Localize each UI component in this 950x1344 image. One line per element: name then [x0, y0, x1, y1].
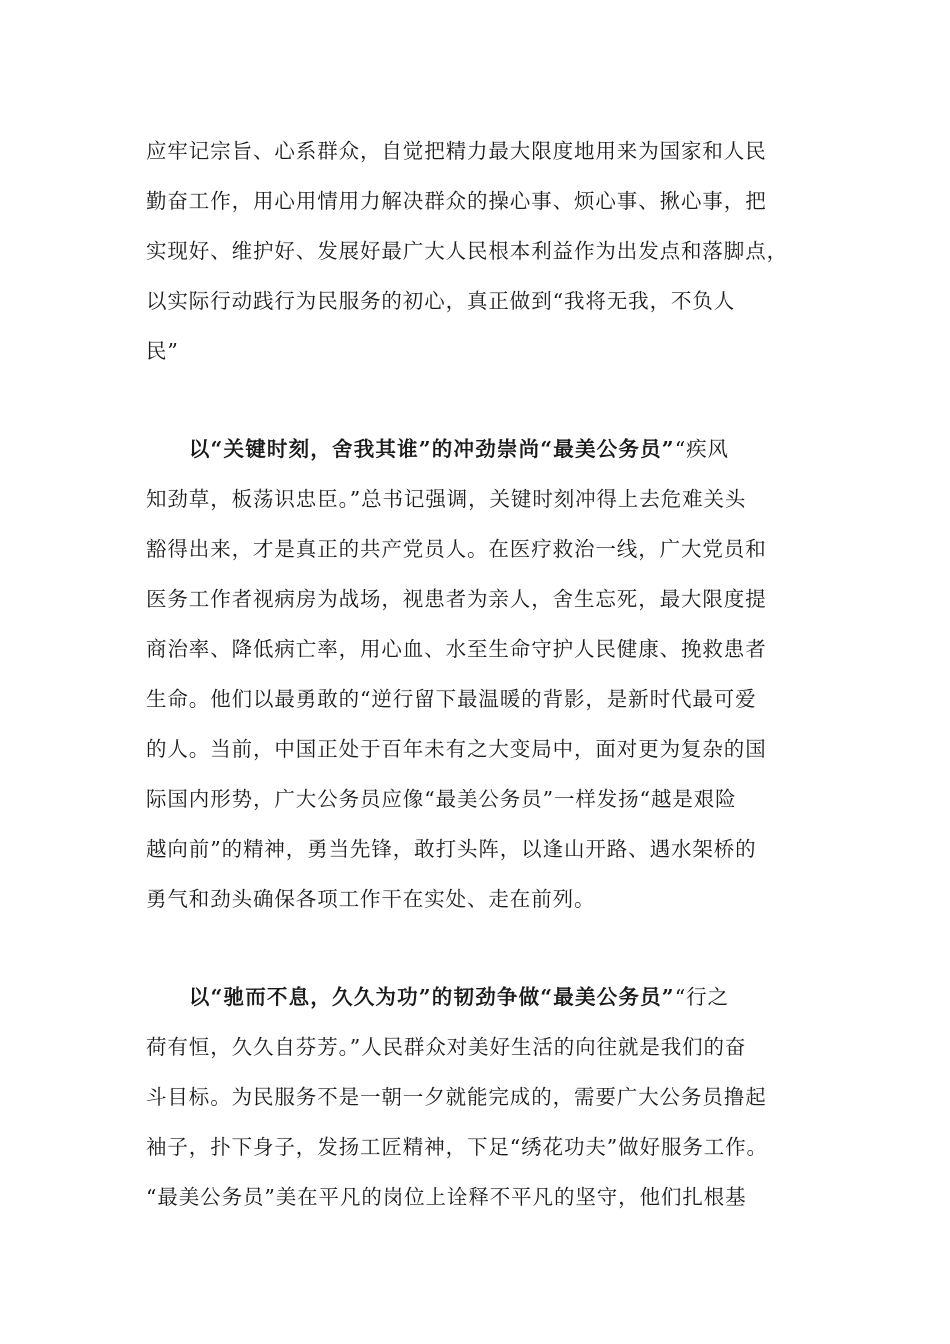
- paragraph-line: 勤奋工作，用心用情用力解决群众的操心事、烦心事、揪心事，把: [146, 189, 767, 213]
- paragraph-line: 知劲草，板荡识忠臣。”总书记强调，关键时刻冲得上去危难关头: [146, 487, 747, 511]
- section-heading: 以“关键时刻，舍我其谁”的冲劲崇尚“最美公务员”: [188, 437, 675, 461]
- section-heading: 以“驰而不息，久久为功”的韧劲争做“最美公务员”: [188, 985, 675, 1009]
- paragraph-line: 袖子，扑下身子，发扬工匠精神，下足“绣花功夫”做好服务工作。: [146, 1135, 768, 1159]
- paragraph-line-start: “疾风: [674, 437, 729, 461]
- paragraph-first-line: [146, 424, 826, 474]
- paragraph-line: 的人。当前，中国正处于百年未有之大变局中，面对更为复杂的国: [146, 737, 767, 761]
- paragraph-line: 勇气和劲头确保各项工作干在实处、走在前列。: [146, 887, 596, 911]
- paragraph-line: 实现好、维护好、发展好最广大人民根本利益作为出发点和落脚点，: [146, 239, 788, 263]
- paragraph-line: 荷有恒，久久自芬芳。”人民群众对美好生活的向往就是我们的奋: [146, 1035, 747, 1059]
- paragraph-line: “最美公务员”美在平凡的岗位上诠释不平凡的坚守，他们扎根基: [146, 1185, 747, 1209]
- paragraph-first-line: [146, 972, 826, 1022]
- paragraph-line: 商治率、降低病亡率，用心血、水至生命守护人民健康、挽救患者: [146, 637, 767, 661]
- paragraph-line: 豁得出来，才是真正的共产党员人。在医疗救治一线，广大党员和: [146, 537, 767, 561]
- paragraph-2: [146, 424, 826, 924]
- paragraph-line: 以实际行动践行为民服务的初心，真正做到“我将无我，不负人: [146, 289, 736, 313]
- paragraph-line: 生命。他们以最勇敢的“逆行留下最温暖的背影，是新时代最可爱: [146, 687, 757, 711]
- paragraph-line: 民”: [146, 339, 179, 363]
- paragraph-line: 斗目标。为民服务不是一朝一夕就能完成的，需要广大公务员撸起: [146, 1085, 767, 1109]
- paragraph-1: [146, 126, 826, 376]
- paragraph-line: 越向前”的精神，勇当先锋，敢打头阵，以逢山开路、遇水架桥的: [146, 837, 757, 861]
- paragraph-line: 应牢记宗旨、心系群众，自觉把精力最大限度地用来为国家和人民: [146, 139, 767, 163]
- paragraph-line: 医务工作者视病房为战场，视患者为亲人，舍生忘死，最大限度提: [146, 587, 767, 611]
- paragraph-line: 际国内形势，广大公务员应像“最美公务员”一样发扬“越是艰险: [146, 787, 737, 811]
- paragraph-line-start: “行之: [674, 985, 729, 1009]
- paragraph-3: [146, 972, 826, 1222]
